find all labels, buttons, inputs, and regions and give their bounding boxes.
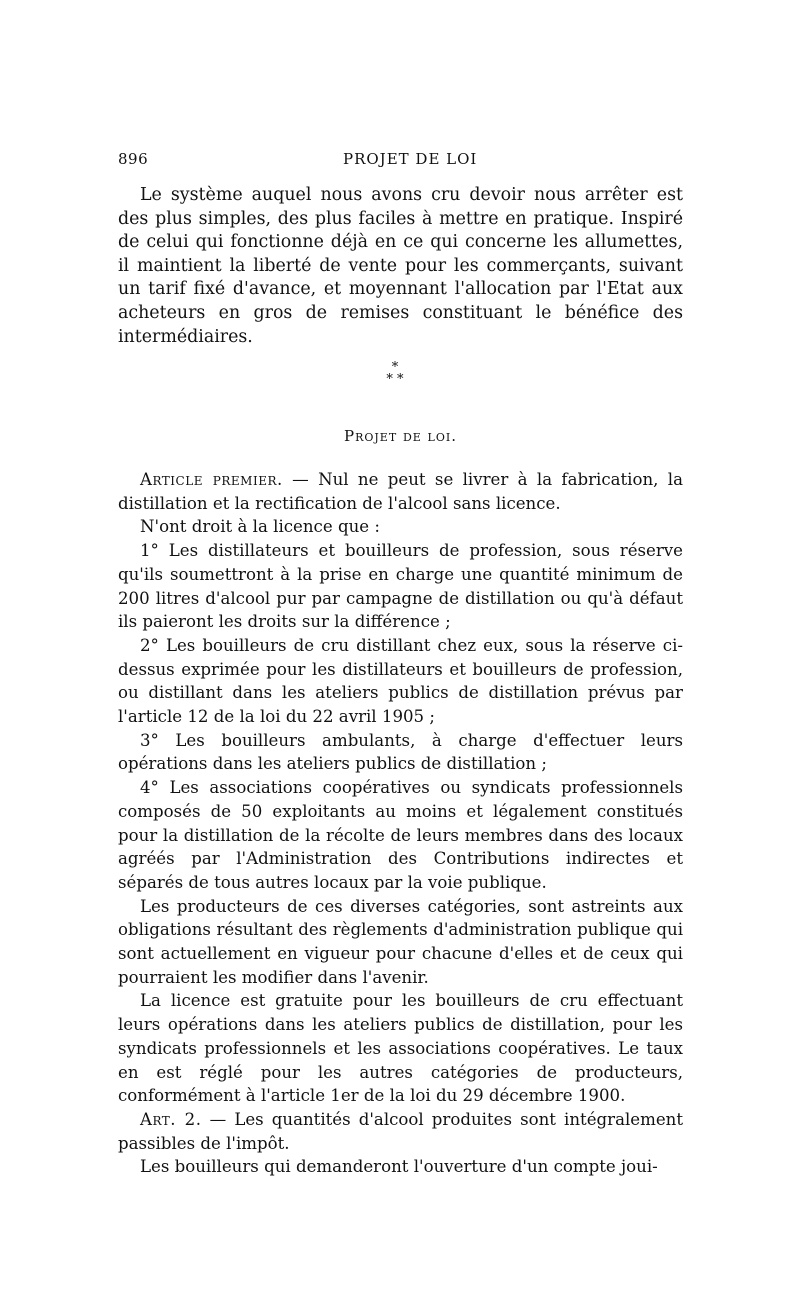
article-1-item: 3° Les bouilleurs ambulants, à charge d'effectuer leurs opérations dans les ateliers publics de distillation ; [118, 730, 683, 774]
article-1-opening [118, 468, 683, 515]
intro-section [118, 184, 683, 349]
page-number: 896 [118, 150, 149, 168]
article-2-label: Art. 2. [140, 1109, 202, 1129]
asterism-bottom: * * [386, 372, 404, 387]
article-2-continuation: Les bouilleurs qui demanderont l'ouverture d'un compte joui- [140, 1157, 658, 1177]
intro-paragraph: Le système auquel nous avons cru devoir nous arrêter est des plus simples, des plus faciles à mettre en pratique. Inspiré de celui qui fonctionne déjà en ce qui concerne les allumettes, il maintient la liberté de vente pour les commerçants, suivant un tarif fixé d'avance, et moyennant l'allocation par l'Etat aux acheteurs en gros de remises constituant le bénéfice des intermédiaires. [118, 185, 683, 347]
section-title: Projet de loi. [344, 427, 457, 445]
articles-section [118, 468, 683, 1179]
article-1-item: 2° Les bouilleurs de cru distillant chez eux, sous la réserve ci-dessus exprimée pour les distillateurs et bouilleurs de profession, ou distillant dans les ateliers publics de distillation prévus par l'article 12 de la loi du 22 avril 1905 ; [118, 635, 683, 727]
article-1-item: 1° Les distillateurs et bouilleurs de profession, sous réserve qu'ils soumettront à la prise en charge une quantité minimum de 200 litres d'alcool pur par campagne de distillation ou qu'à défaut ils paieront les droits sur la différence ; [118, 541, 683, 632]
asterism-top: * [391, 360, 399, 375]
page-header [118, 150, 678, 174]
running-title: PROJET DE LOI [343, 150, 478, 168]
article-1-text: — Nul ne peut se livrer à la fabrication, la distillation et la rectification de l'alcool sans licence. [118, 470, 683, 513]
article-1-obligations: Les producteurs de ces diverses catégories, sont astreints aux obligations résultant des règlements d'administration publique qui sont actuellement en vigueur pour chacune d'elles et de ceux qui pourraient les modifier dans l'avenir. [118, 896, 683, 987]
article-1-label: Article premier. [140, 470, 283, 489]
article-2-text: — Les quantités d'alcool produites sont intégralement passibles de l'impôt. [118, 1109, 684, 1153]
article-1-entitled-intro: N'ont droit à la licence que : [140, 517, 380, 537]
asterism-separator [380, 362, 410, 392]
article-1-licence-fee: La licence est gratuite pour les bouilleurs de cru effectuant leurs opérations dans les ateliers publics de distillation, pour les syndicats professionnels et les associations coopératives. Le taux en est réglé pour les autres catégories de producteurs, conformément à l'article 1er de la loi du 29 décembre 1900. [118, 991, 683, 1106]
article-2-opening [118, 1108, 683, 1155]
article-1-item: 4° Les associations coopératives ou syndicats professionnels composés de 50 exploitants au moins et légalement constitués pour la distillation de la récolte de leurs membres dans des locaux agréés par l'Administration des Contributions indirectes et séparés de tous autres locaux par la voie publique. [118, 778, 683, 892]
